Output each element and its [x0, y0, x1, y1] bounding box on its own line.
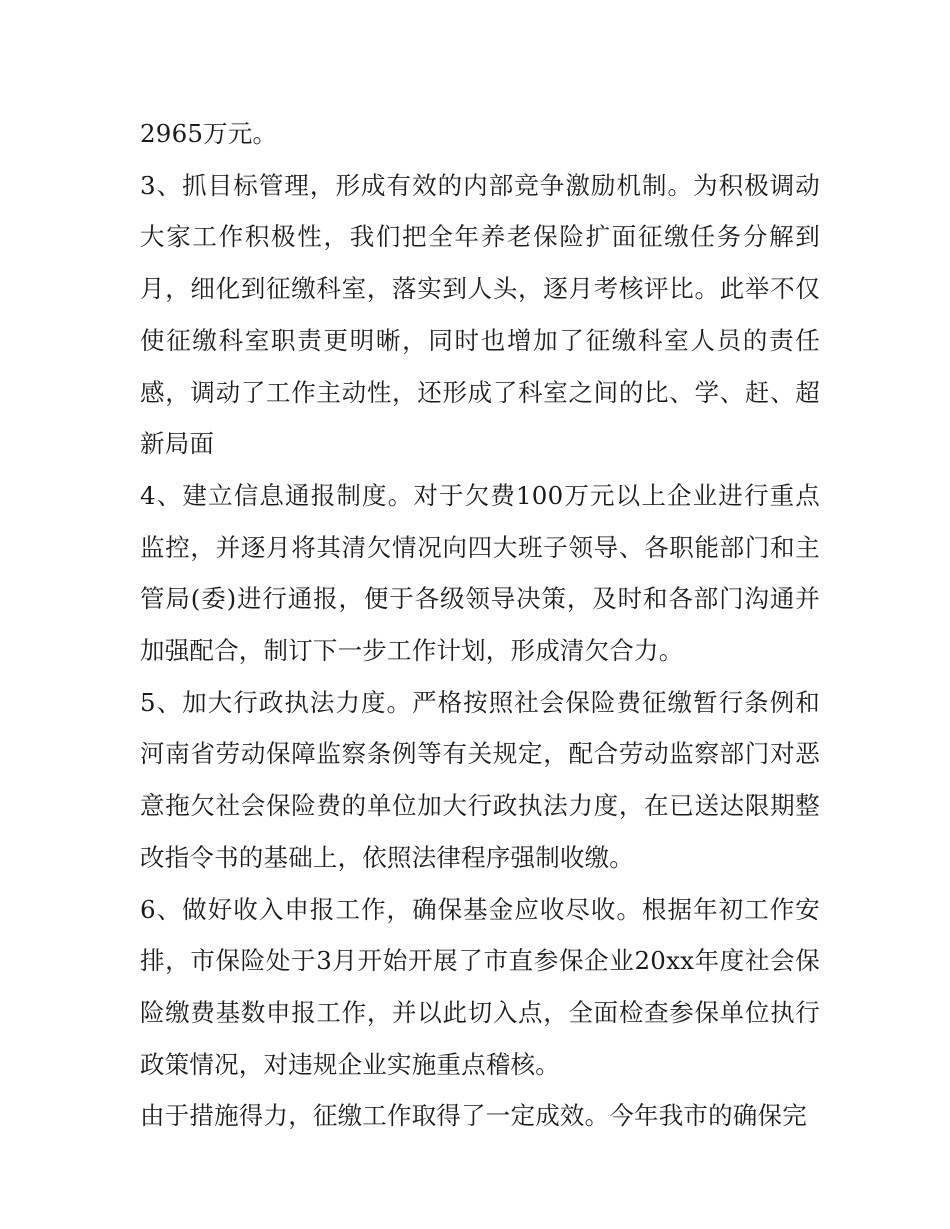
paragraph-summary: 由于措施得力，征缴工作取得了一定成效。今年我市的确保完 [140, 1101, 807, 1131]
document-body [140, 108, 820, 1142]
paragraph-continuation: 2965万元。 [140, 119, 278, 148]
paragraph-item-3: 3、抓目标管理，形成有效的内部竞争激励机制。为积极调动大家工作积极性，我们把全年养老保险扩面征缴任务分解到月，细化到征缴科室，落实到人头，逐月考核评比。此举不仅使征缴科室职责更明晰，同时也增加了征缴科室人员的责任感，调动了工作主动性，还形成了科室之间的比、学、赶、超新局面 [140, 170, 820, 459]
paragraph-item-4: 4、建立信息通报制度。对于欠费100万元以上企业进行重点监控，并逐月将其清欠情况向四大班子领导、各职能部门和主管局(委)进行通报，便于各级领导决策，及时和各部门沟通并加强配合，制订下一步工作计划，形成清欠合力。 [140, 480, 820, 666]
paragraph-item-5: 5、加大行政执法力度。严格按照社会保险费征缴暂行条例和河南省劳动保障监察条例等有关规定，配合劳动监察部门对恶意拖欠社会保险费的单位加大行政执法力度，在已送达限期整改指令书的基础上，依照法律程序强制收缴。 [140, 687, 820, 872]
paragraph-item-6: 6、做好收入申报工作，确保基金应收尽收。根据年初工作安排，市保险处于3月开始开展了市直参保企业20xx年度社会保险缴费基数申报工作，并以此切入点，全面检查参保单位执行政策情况，对违规企业实施重点稽核。 [140, 894, 820, 1079]
